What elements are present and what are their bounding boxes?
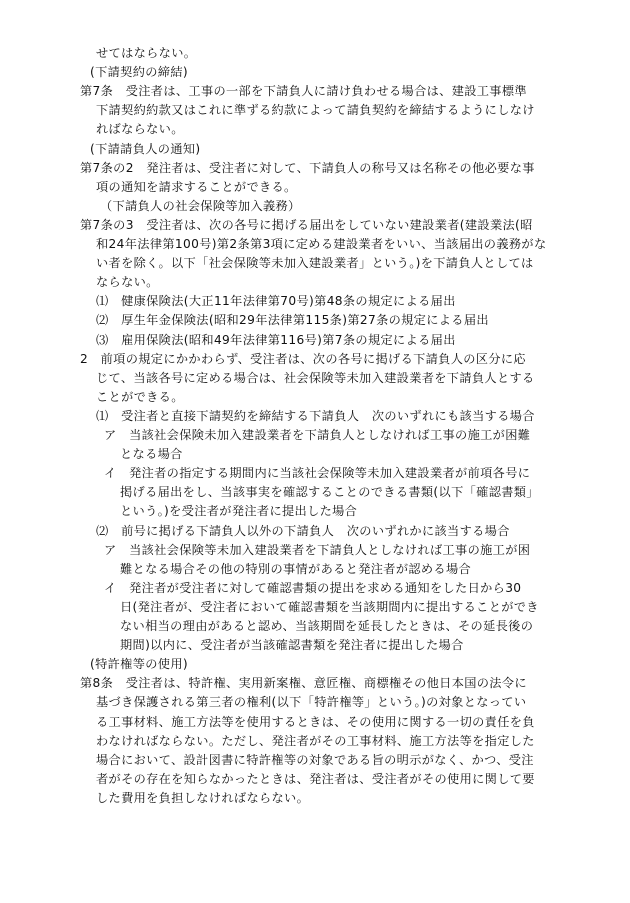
text-line-l08: 項の通知を請求することができる。	[96, 179, 297, 194]
text-line-l29: イ 発注者が受注者に対して確認書類の提出を求める通知をした日から30	[104, 580, 522, 595]
text-line-l26: ⑵ 前号に掲げる下請負人以外の下請負人 次のいずれかに該当する場合	[96, 523, 510, 538]
text-line-l18: じて、当該各号に定める場合は、社会保険等未加入建設業者を下請負人とする	[96, 370, 535, 385]
text-line-l21: ア 当該社会保険未加入建設業者を下請負人としなければ工事の施工が困難	[104, 428, 531, 442]
text-line-l32: 期間)以内に、受注者が当該確認書類を発注者に提出した場合	[120, 638, 464, 653]
text-line-l20: ⑴ 受注者と直接下請契約を締結する下請負人 次のいずれにも該当する場合	[96, 408, 535, 423]
text-line-l38: 場合において、設計図書に特許権等の対象である旨の明示がなく、かつ、受注	[96, 752, 534, 767]
text-line-l06: (下請請負人の通知)	[90, 141, 201, 156]
text-line-l10: 第7条の3 受注者は、次の各号に掲げる届出をしていない建設業者(建設業法(昭	[80, 217, 533, 232]
text-line-l15: ⑵ 厚生年金保険法(昭和29年法律第115条)第27条の規定による届出	[96, 313, 489, 328]
text-line-l17: 2 前項の規定にかかわらず、受注者は、次の各号に掲げる下請負人の区分に応	[80, 351, 526, 366]
text-line-l22: となる場合	[120, 447, 183, 462]
text-line-l13: ならない。	[96, 275, 159, 290]
text-line-l16: ⑶ 雇用保険法(昭和49年法律第116号)第7条の規定による届出	[96, 332, 456, 347]
text-line-l19: ことができる。	[96, 389, 184, 404]
text-line-l28: 難となる場合その他の特別の事情があると発注者が認める場合	[120, 561, 472, 576]
text-line-l03: 第7条 受注者は、工事の一部を下請負人に請け負わせる場合は、建設工事標準	[80, 84, 527, 99]
text-line-l31: ない相当の理由があると認め、当該期間を延長したときは、その延長後の	[120, 619, 534, 633]
text-line-l34: 第8条 受注者は、特許権、実用新案権、意匠権、商標権その他日本国の法令に	[80, 676, 527, 691]
text-line-l39: 者がその存在を知らなかったときは、発注者は、受注者がその使用に関して要	[96, 771, 535, 786]
text-line-l27: ア 当該社会保険等未加入建設業者を下請負人としなければ工事の施工が困	[104, 542, 531, 557]
text-line-l12: い者を除く。以下「社会保険等未加入建設業者」という。)を下請負人としては	[96, 256, 534, 271]
text-line-l25: という。)を受注者が発注者に提出した場合	[120, 504, 358, 519]
text-line-l11: 和24年法律第100号)第2条第3項に定める建設業者をいい、当該届出の義務がな	[96, 237, 547, 251]
text-line-l01: せてはならない。	[96, 46, 197, 60]
text-line-l14: ⑴ 健康保険法(大正11年法律第70号)第48条の規定による届出	[96, 294, 456, 309]
text-line-l23: イ 発注者の指定する期間内に当該社会保険等未加入建設業者が前項各号に	[104, 466, 531, 481]
text-line-l36: る工事材料、施工方法等を使用するときは、その使用に関する一切の責任を負	[96, 714, 535, 729]
text-line-l04: 下請契約約款又はこれに準ずる約款によって請負契約を締結するようにしなけ	[96, 103, 535, 118]
text-line-l33: (特許権等の使用)	[90, 657, 188, 672]
text-line-l30: 日(発注者が、受注者において確認書類を当該期間内に提出することができ	[120, 599, 539, 614]
text-line-l02: (下請契約の締結)	[90, 65, 188, 80]
text-line-l24: 掲げる届出をし、当該事実を確認することのできる書類(以下「確認書類」	[120, 485, 539, 500]
text-line-l09: （下請負人の社会保険等加入義務）	[100, 198, 301, 213]
text-line-l05: ればならない。	[96, 122, 184, 137]
text-line-l40: した費用を負担しなければならない。	[96, 790, 310, 805]
text-line-l35: 基づき保護される第三者の権利(以下「特許権等」という。)の対象となってい	[96, 695, 527, 710]
text-line-l07: 第7条の2 発注者は、受注者に対して、下請負人の称号又は名称その他必要な事	[80, 160, 535, 175]
text-line-l37: わなければならない。ただし、発注者がその工事材料、施工方法等を指定した	[96, 733, 535, 748]
